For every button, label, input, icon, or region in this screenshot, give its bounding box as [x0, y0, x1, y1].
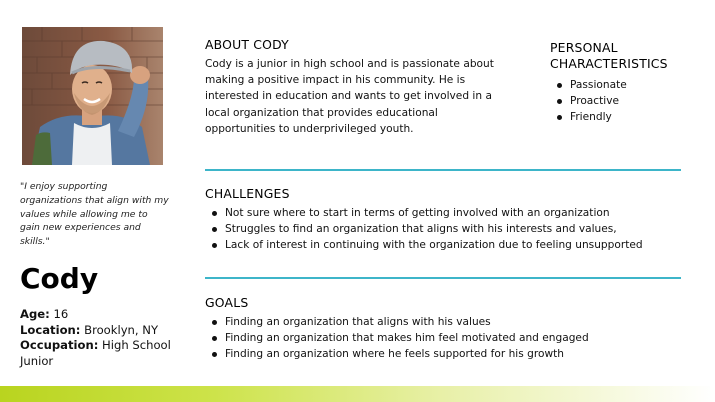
fact-occupation — [20, 338, 180, 369]
characteristics-heading-line1: PERSONAL — [550, 40, 618, 55]
about-heading: ABOUT CODY — [205, 37, 289, 52]
characteristics-list — [551, 77, 627, 126]
persona-name: Cody — [20, 262, 99, 295]
list-item: Finding an organization where he feels supported for his growth — [206, 346, 589, 362]
challenges-list — [206, 205, 643, 254]
about-text: Cody is a junior in high school and is passionate about making a positive impact in his community. He is interested in education and wants to get involved in a local organization that provides educational opportunities to underprivileged youth. — [205, 58, 494, 135]
challenges-heading: CHALLENGES — [205, 186, 290, 201]
list-item: Proactive — [551, 93, 627, 109]
fact-value: High School Junior — [20, 338, 171, 368]
goals-list — [206, 314, 589, 363]
section-divider — [205, 169, 681, 171]
persona-quote: "I enjoy supporting organizations that align with my values while allowing me to gain new experiences and skills." — [20, 181, 169, 248]
list-item: Finding an organization that makes him feel motivated and engaged — [206, 330, 589, 346]
characteristics-heading — [550, 40, 668, 72]
list-item: Lack of interest in continuing with the organization due to feeling unsupported — [206, 237, 643, 253]
list-item: Not sure where to start in terms of getting involved with an organization — [206, 205, 643, 221]
persona-photo-illustration — [22, 27, 163, 165]
characteristics-heading-line2: CHARACTERISTICS — [550, 56, 668, 71]
footer-accent-band — [0, 386, 715, 402]
fact-label: Age: — [20, 307, 50, 321]
fact-label: Location: — [20, 322, 81, 337]
section-divider — [205, 277, 681, 279]
list-item: Friendly — [551, 109, 627, 125]
list-item: Passionate — [551, 77, 627, 93]
fact-label: Occupation: — [20, 338, 99, 352]
fact-value: 16 — [53, 307, 69, 321]
goals-heading: GOALS — [205, 295, 249, 310]
persona-photo — [22, 27, 163, 165]
fact-value: Brooklyn, NY — [84, 322, 159, 337]
persona-facts — [20, 307, 180, 369]
fact-age — [20, 307, 180, 323]
fact-location — [20, 323, 180, 339]
list-item: Finding an organization that aligns with his values — [206, 314, 589, 330]
list-item: Struggles to find an organization that aligns with his interests and values, — [206, 221, 643, 237]
